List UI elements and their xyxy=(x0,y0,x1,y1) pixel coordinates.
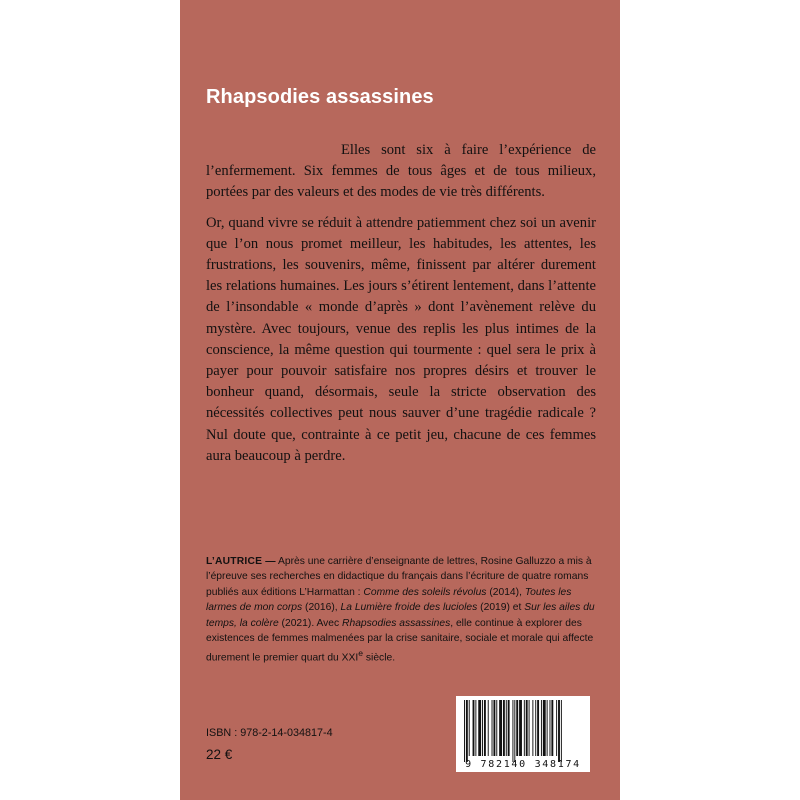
bio-text: , elle continue à explorer des existences de femmes malmenées par la crise sanitaire, sociale et morale qui affecte durement le premier quart du XXI xyxy=(206,617,594,664)
price: 22 € xyxy=(206,747,233,762)
barcode-bar xyxy=(550,700,551,756)
barcode-bar xyxy=(493,700,495,756)
barcode-bar xyxy=(519,700,522,756)
barcode-bar xyxy=(464,700,465,762)
bio-text: (2016), xyxy=(302,602,341,614)
barcode xyxy=(456,696,590,772)
barcode-digits: 9 782140 348174 xyxy=(465,759,581,770)
book-title-5: Rhapsodies assassines xyxy=(342,617,451,629)
barcode-bar xyxy=(537,700,539,756)
barcode-bar xyxy=(556,700,557,756)
barcode-bar xyxy=(482,700,483,756)
barcode-bar xyxy=(496,700,497,756)
book-title-2: Toutes les larmes de mon corps xyxy=(206,586,572,614)
book-title-3: La Lumière froide des lucioles xyxy=(340,602,478,614)
back-cover xyxy=(180,0,620,800)
barcode-bar xyxy=(561,700,562,762)
barcode-bar xyxy=(478,700,481,756)
barcode-bar xyxy=(514,700,515,762)
barcode-bar xyxy=(503,700,505,756)
barcode-bar xyxy=(543,700,546,756)
bio-text: (2019) et xyxy=(477,602,525,614)
barcode-bar xyxy=(524,700,525,756)
book-title-4: Sur les ailes du temps, la colère xyxy=(206,602,595,629)
barcode-bar xyxy=(558,700,560,762)
barcode-bar xyxy=(508,700,510,756)
book-title: Rhapsodies assassines xyxy=(206,86,434,108)
barcode-bar xyxy=(532,700,533,756)
bio-text: Après une carrière d’enseignante de lettres, Rosine Galluzzo a mis à l’épreuve ses recherches en didactique du français dans l’écriture de quatre romans publiés aux éditions L’Harmattan : xyxy=(206,556,592,598)
bio-text: (2021). Avec xyxy=(278,617,343,629)
barcode-bar xyxy=(516,700,518,756)
barcode-bar xyxy=(551,700,553,756)
barcode-bar xyxy=(466,700,468,762)
barcode-bar xyxy=(475,700,476,756)
barcode-bar xyxy=(526,700,528,756)
author-bio xyxy=(206,554,598,666)
author-label: L’AUTRICE — xyxy=(206,556,276,567)
blurb-paragraph-2: Or, quand vivre se réduit à attendre patiemment chez soi un avenir que l’on nous promet meilleur, les habitudes, les attentes, les frustrations, les souvenirs, même, finissent par altérer durement les relations humaines. Les jours s’étirent lentement, dans l’attente de l’insondable « monde d’après » dont l’avènement relève du mystère. Avec toujours, venue des replis les plus intimes de la conscience, la même question qui tourmente : quel sera le prix à payer pour pouvoir satisfaire nos propres désirs et trouver le bonheur quand, désormais, seule la stricte observation des nécessités collectives peut nous sauver d’une tragédie radicale ? Nul doute que, contrainte à ce petit jeu, chacune de ces femmes aura beaucoup à perdre. xyxy=(206,214,596,464)
barcode-bar xyxy=(529,700,530,756)
barcode-bar xyxy=(469,700,470,756)
barcode-bar xyxy=(506,700,507,756)
barcode-bar xyxy=(488,700,489,756)
barcode-bar xyxy=(473,700,475,756)
blurb-paragraph-1: Elles sont six à faire l’expérience de l’enfermement. Six femmes de tous âges et de tous milieux, portées par des valeurs et des modes de vie très différents. xyxy=(206,142,596,201)
barcode-bar xyxy=(547,700,548,756)
barcode-bar xyxy=(535,700,536,756)
bio-text: siècle. xyxy=(363,652,396,664)
barcode-bar xyxy=(492,700,493,756)
century-superscript: e xyxy=(358,648,364,659)
book-title-1: Comme des soleils révolus xyxy=(363,586,487,598)
barcode-bar xyxy=(512,700,513,762)
barcode-bar xyxy=(484,700,486,756)
bio-text: (2014), xyxy=(486,586,525,598)
isbn: ISBN : 978-2-14-034817-4 xyxy=(206,727,333,739)
blurb xyxy=(206,140,596,476)
barcode-bar xyxy=(541,700,542,756)
barcode-bar xyxy=(499,700,502,756)
